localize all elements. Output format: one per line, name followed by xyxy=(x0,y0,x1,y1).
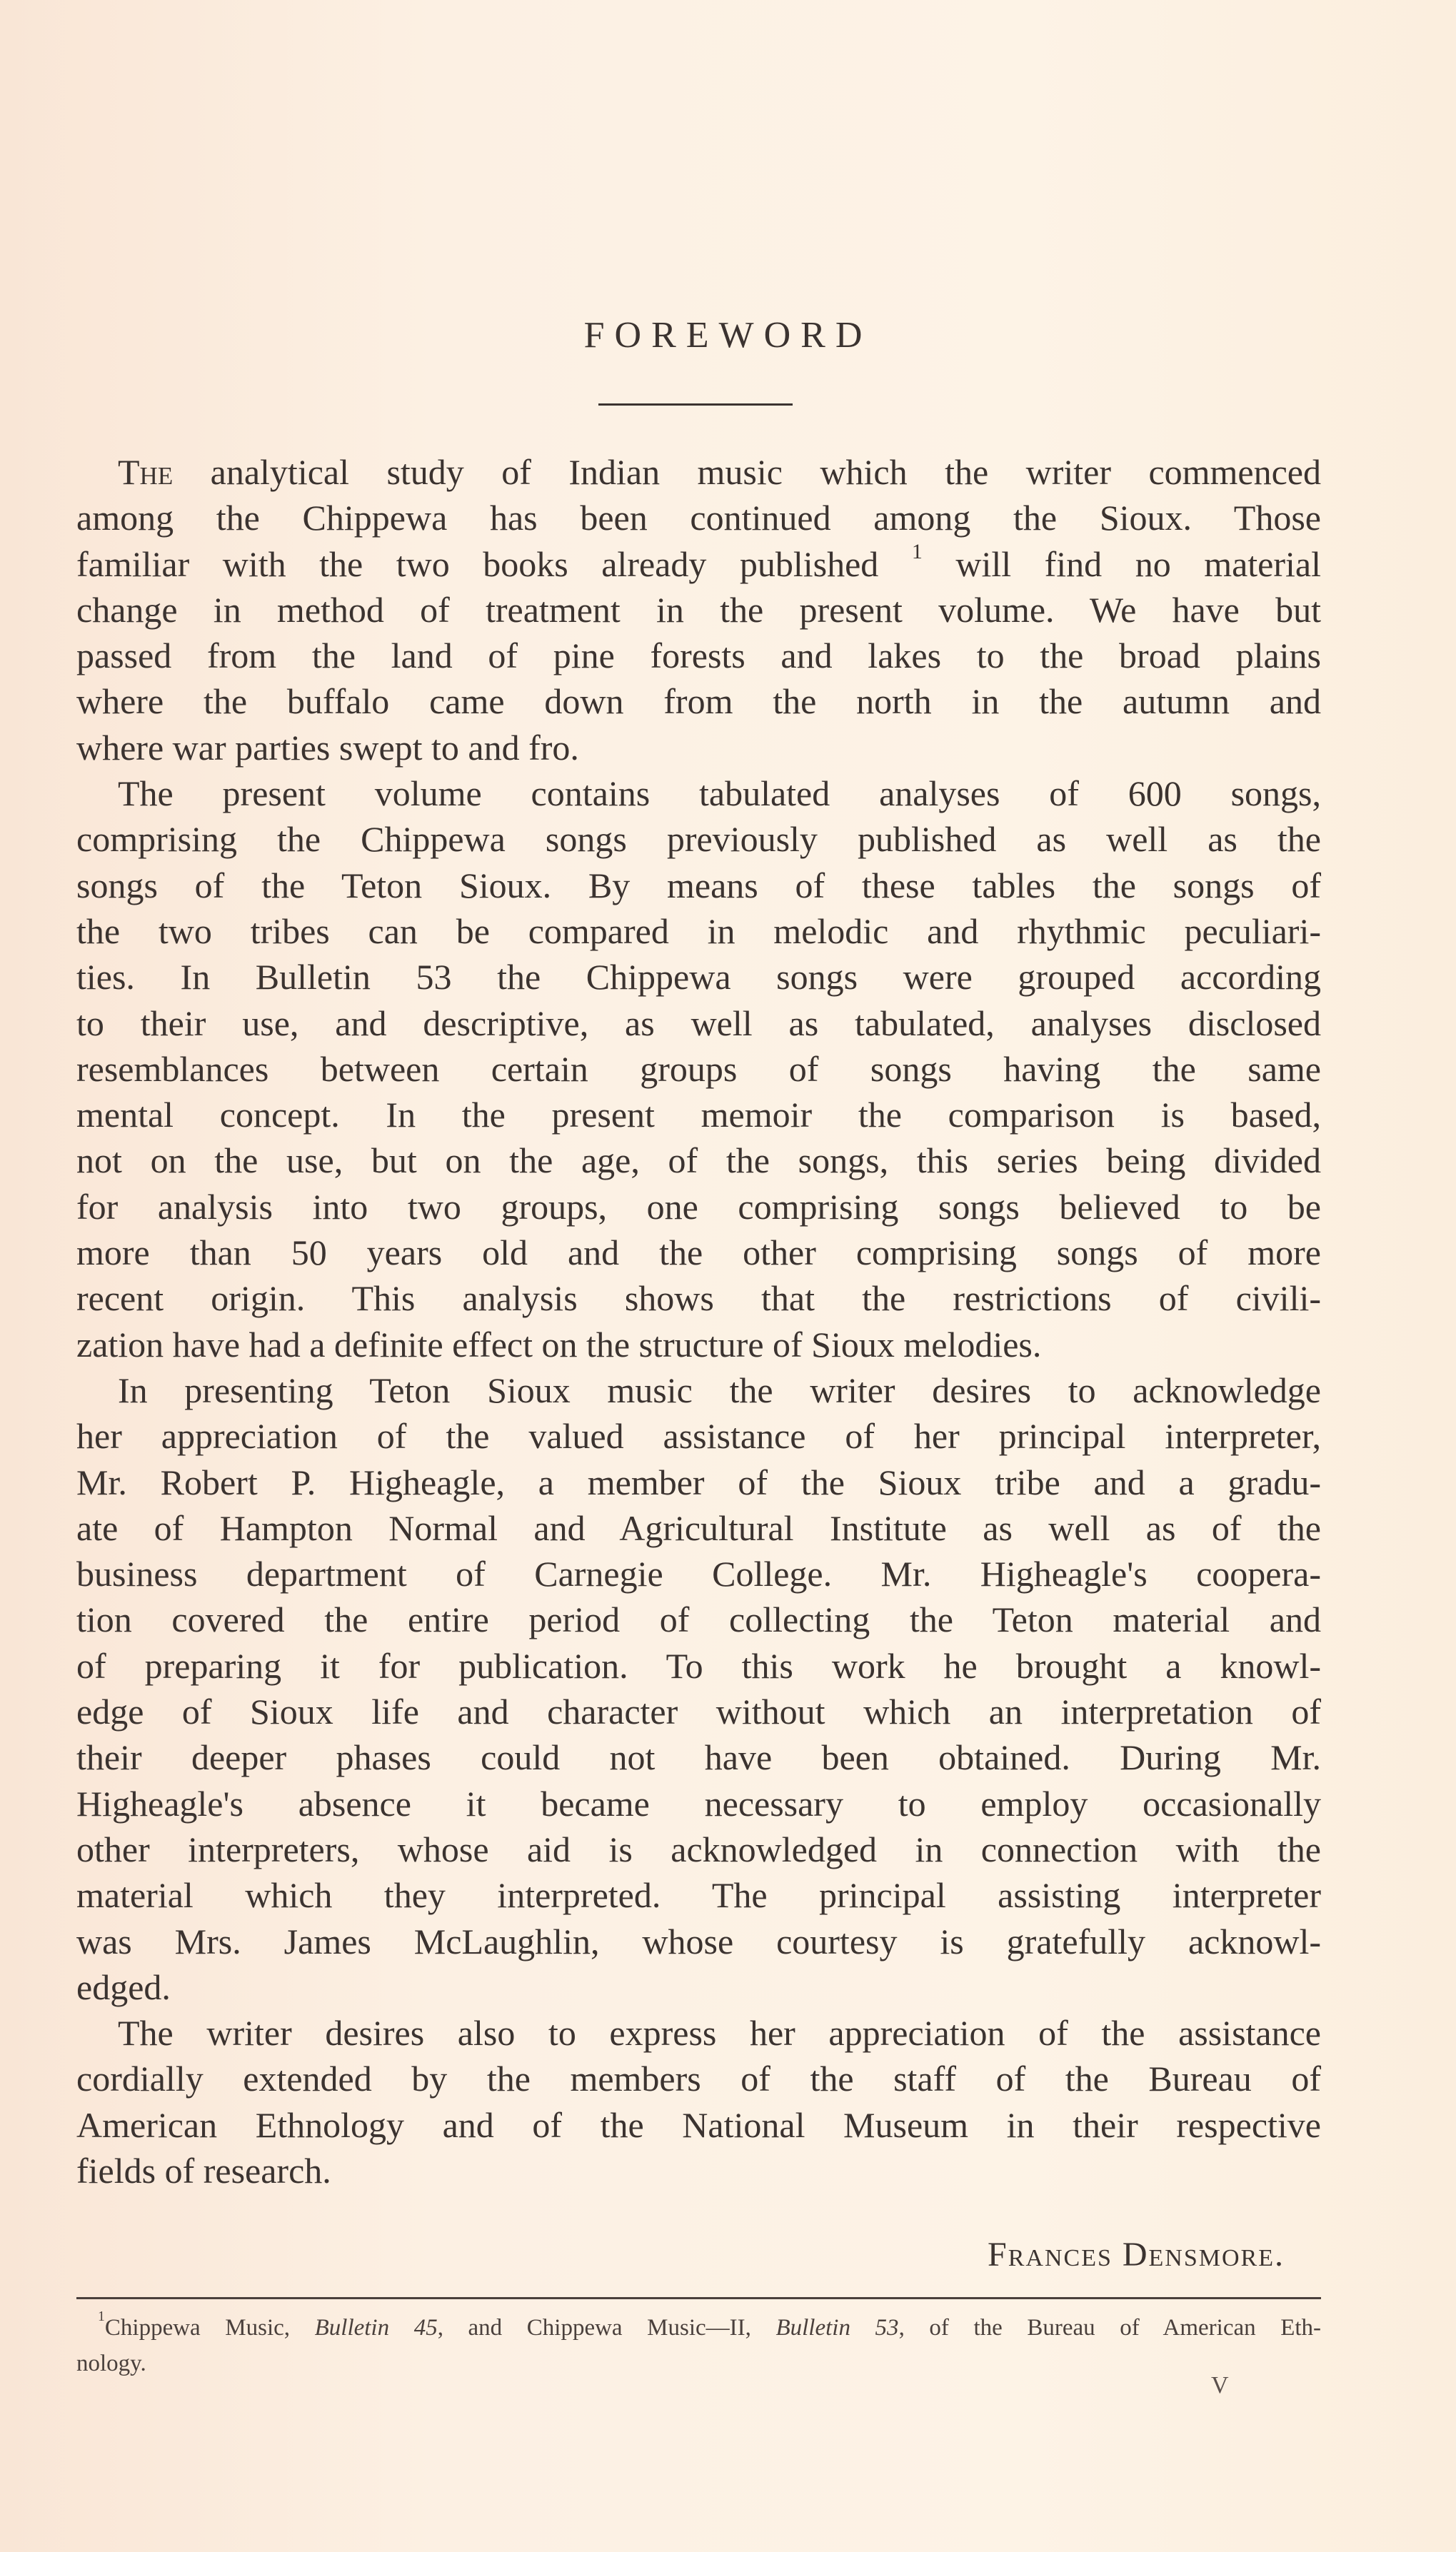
footnote-text: nology. xyxy=(76,2351,146,2376)
lead-word: The xyxy=(118,452,174,492)
text-fragment: will find no material xyxy=(955,543,1321,584)
text-line: recent origin. This analysis shows that the restrictions of civili- xyxy=(76,1278,1321,1319)
text-line: American Ethnology and of the National Museum in their respective xyxy=(76,2104,1321,2145)
text-line: where war parties swept to and fro. xyxy=(76,727,579,768)
text-line: The present volume contains tabulated analyses of 600 songs, xyxy=(118,773,1321,814)
text-line: change in method of treatment in the present volume. We have but xyxy=(76,589,1321,630)
text-line: among the Chippewa has been continued among the Sioux. Those xyxy=(76,498,1321,538)
footnote xyxy=(76,2310,1321,2381)
text-line xyxy=(76,541,1321,587)
text-fragment: analytical study of Indian music which the writer commenced xyxy=(210,452,1321,492)
page-number: V xyxy=(1211,2372,1229,2398)
text-line: business department of Carnegie College. Mr. Higheagle's coopera- xyxy=(76,1554,1321,1594)
footnote-marker: 1 xyxy=(98,2309,105,2324)
text-line: In presenting Teton Sioux music the writer desires to acknowledge xyxy=(118,1370,1321,1410)
text-line: ate of Hampton Normal and Agricultural Institute as well as of the xyxy=(76,1507,1321,1548)
text-line: for analysis into two groups, one comprising songs believed to be xyxy=(76,1186,1321,1227)
text-fragment: familiar with the two books already published xyxy=(76,543,879,584)
title-divider xyxy=(598,403,793,406)
text-line xyxy=(76,449,1321,495)
text-line: not on the use, but on the age, of the songs, this series being divided xyxy=(76,1140,1321,1181)
text-line: cordially extended by the members of the staff of the Bureau of xyxy=(76,2059,1321,2099)
footnote-italic: Bulletin 45 xyxy=(314,2315,438,2341)
text-line: resemblances between certain groups of songs having the same xyxy=(76,1048,1321,1089)
text-line: Mr. Robert P. Higheagle, a member of the Sioux tribe and a gradu- xyxy=(76,1462,1321,1502)
text-line: songs of the Teton Sioux. By means of these tables the songs of xyxy=(76,865,1321,905)
text-line: mental concept. In the present memoir the comparison is based, xyxy=(76,1095,1321,1135)
footnote-text: Chippewa Music, xyxy=(104,2315,315,2341)
text-line: comprising the Chippewa songs previously published as well as the xyxy=(76,819,1321,860)
text-line: to their use, and descriptive, as well as tabulated, analyses disclosed xyxy=(76,1003,1321,1043)
text-line: Higheagle's absence it became necessary to employ occasionally xyxy=(76,1783,1321,1824)
footnote-reference[interactable]: 1 xyxy=(911,539,923,563)
text-line: material which they interpreted. The principal assisting interpreter xyxy=(76,1875,1321,1916)
text-line: ties. In Bulletin 53 the Chippewa songs were grouped according xyxy=(76,957,1321,998)
text-line: was Mrs. James McLaughlin, whose courtesy is gratefully acknowl- xyxy=(76,1921,1321,1961)
footnote-italic: Bulletin 53 xyxy=(775,2315,899,2341)
text-line: the two tribes can be compared in melodic and rhythmic peculiari- xyxy=(76,910,1321,951)
text-line: The writer desires also to express her appreciation of the assistance xyxy=(118,2013,1321,2054)
text-line: their deeper phases could not have been obtained. During Mr. xyxy=(76,1737,1321,1778)
text-line: passed from the land of pine forests and lakes to the broad plains xyxy=(76,636,1321,676)
footnote-divider xyxy=(76,2297,1321,2299)
text-line: tion covered the entire period of collecting the Teton material and xyxy=(76,1599,1321,1640)
text-line: other interpreters, whose aid is acknowledged in connection with the xyxy=(76,1829,1321,1869)
text-line: her appreciation of the valued assistance of her principal interpreter, xyxy=(76,1416,1321,1457)
text-line: more than 50 years old and the other comprising songs of more xyxy=(76,1232,1321,1273)
footnote-text: , of the Bureau of American Eth- xyxy=(898,2315,1322,2341)
foreword-body xyxy=(76,449,1321,2194)
text-line: edged. xyxy=(76,1966,171,2007)
text-line: fields of research. xyxy=(76,2150,331,2191)
signature: Frances Densmore. xyxy=(988,2236,1285,2274)
text-line: of preparing it for publication. To this work he brought a knowl- xyxy=(76,1645,1321,1686)
text-line: where the buffalo came down from the north in the autumn and xyxy=(76,681,1321,722)
text-line: edge of Sioux life and character without which an interpretation of xyxy=(76,1692,1321,1732)
page-title: FOREWORD xyxy=(583,315,873,356)
footnote-text: , and Chippewa Music—II, xyxy=(437,2315,776,2341)
text-line: zation have had a definite effect on the structure of Sioux melodies. xyxy=(76,1324,1042,1365)
